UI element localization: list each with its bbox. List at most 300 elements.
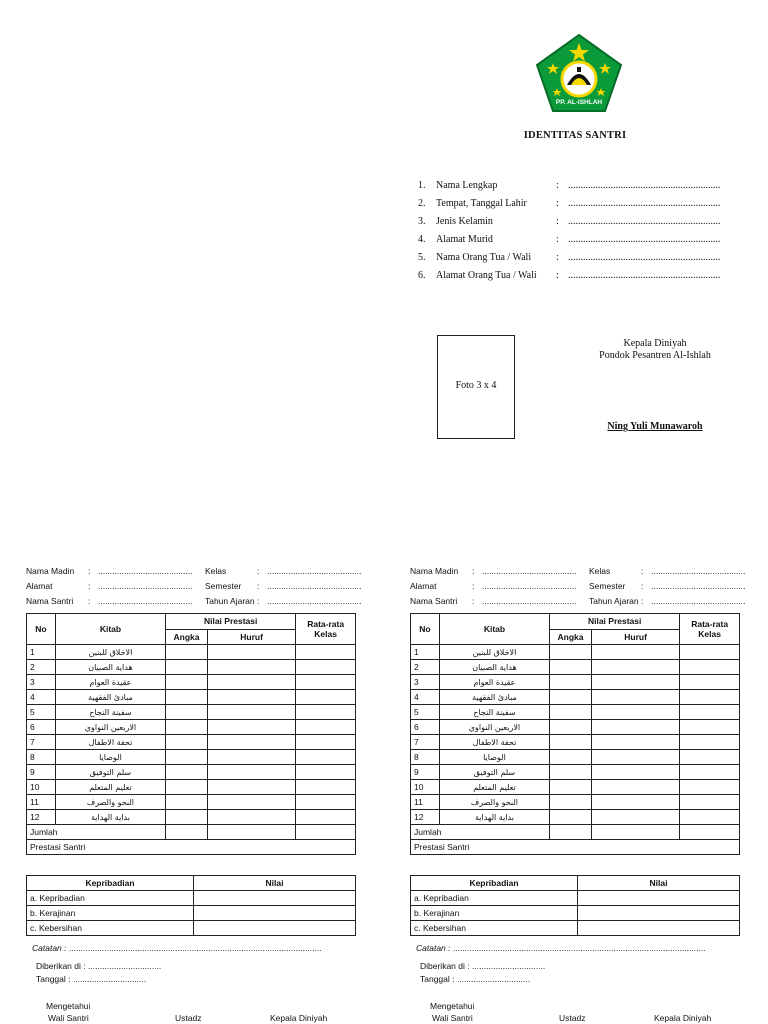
huruf-cell[interactable] [207, 645, 295, 660]
angka-cell[interactable] [550, 765, 592, 780]
info-row [26, 580, 192, 593]
rata-cell[interactable] [680, 675, 740, 690]
tahun-fill[interactable]: ........................................ [651, 596, 746, 606]
jumlah-label: Jumlah [411, 825, 550, 840]
row-number: 7 [411, 735, 440, 750]
tahun-label: Tahun Ajaran [205, 596, 255, 606]
rata-cell[interactable] [296, 675, 356, 690]
mengetahui-label: Mengetahui [430, 1001, 475, 1011]
pesantren-logo [533, 33, 625, 113]
table-row [27, 705, 356, 720]
kepribadian-row [27, 906, 356, 921]
row-number: 1 [411, 645, 440, 660]
catatan-label: Catatan : [32, 943, 67, 953]
row-number: 2. [418, 198, 426, 209]
kitab-name: تحفة الاطفال [55, 735, 165, 750]
fill-line[interactable]: ............................................................. [568, 180, 721, 191]
kitab-name: تعليم المتعلم [439, 780, 549, 795]
rata-cell[interactable] [296, 750, 356, 765]
kepribadian-value-cell[interactable] [578, 906, 740, 921]
kitab-name: سفينة النجاح [439, 705, 549, 720]
rata-cell[interactable] [680, 780, 740, 795]
angka-cell[interactable] [166, 690, 208, 705]
info-row [205, 565, 361, 578]
table-row [411, 645, 740, 660]
kitab-name: سفينة النجاح [55, 705, 165, 720]
catatan-fill[interactable]: ........................................................................................................... [68, 943, 322, 953]
fill-line[interactable]: ............................................................. [568, 198, 721, 209]
table-row [27, 675, 356, 690]
student-info [26, 565, 360, 609]
kelas-fill[interactable]: ........................................ [267, 566, 362, 576]
kepribadian-header-row [27, 876, 356, 891]
santri-label: Nama Santri [410, 596, 458, 606]
fill-line[interactable]: ............................................................. [568, 216, 721, 227]
rata-cell[interactable] [296, 645, 356, 660]
table-row [411, 660, 740, 675]
semester-label: Semester [589, 581, 626, 591]
rata-line1: Rata-rata [307, 619, 345, 629]
field-colon: : [556, 252, 559, 263]
kepala-name: Ning Yuli Munawaroh [607, 421, 703, 432]
row-number: 9 [411, 765, 440, 780]
info-row [589, 565, 745, 578]
kelas-label: Kelas [589, 566, 611, 576]
info-row [410, 595, 576, 608]
huruf-cell[interactable] [591, 780, 679, 795]
kitab-name: الوصايا [55, 750, 165, 765]
kepribadian-header: Kepribadian [27, 876, 194, 891]
field-colon: : [556, 198, 559, 209]
huruf-cell[interactable] [207, 690, 295, 705]
rata-cell[interactable] [680, 750, 740, 765]
row-number: 7 [27, 735, 56, 750]
identity-row [418, 215, 721, 229]
row-number: 5 [27, 705, 56, 720]
kitab-name: سلم التوفيق [439, 765, 549, 780]
jumlah-angka-cell[interactable] [166, 825, 208, 840]
huruf-cell[interactable] [591, 675, 679, 690]
jumlah-label: Jumlah [27, 825, 166, 840]
row-number: 12 [411, 810, 440, 825]
diberikan-fill[interactable]: ............................... [87, 961, 162, 971]
rata-line2: Kelas [698, 629, 721, 639]
kitab-name: مبادئ الفقهية [55, 690, 165, 705]
row-number: 1. [418, 180, 426, 191]
row-number: 2 [27, 660, 56, 675]
rata-cell[interactable] [296, 690, 356, 705]
huruf-cell[interactable] [207, 675, 295, 690]
table-row [411, 720, 740, 735]
rata-cell[interactable] [680, 720, 740, 735]
table-row [27, 690, 356, 705]
jumlah-huruf-cell[interactable] [207, 825, 295, 840]
huruf-cell[interactable] [591, 705, 679, 720]
tanggal-label: Tanggal : [420, 974, 455, 984]
huruf-cell[interactable] [207, 735, 295, 750]
wali-santri-label: Wali Santri [48, 1013, 89, 1023]
rata-cell[interactable] [296, 720, 356, 735]
huruf-cell[interactable] [591, 735, 679, 750]
prestasi-label: Prestasi Santri [411, 840, 740, 855]
nilai-header: Nilai [194, 876, 356, 891]
madin-fill[interactable]: ........................................ [482, 566, 577, 576]
angka-cell[interactable] [550, 750, 592, 765]
angka-cell[interactable] [166, 720, 208, 735]
kepribadian-row [411, 921, 740, 936]
rata-cell[interactable] [680, 645, 740, 660]
identity-row [418, 197, 721, 211]
tahun-fill[interactable]: ........................................ [267, 596, 362, 606]
nilai-header: Nilai [578, 876, 740, 891]
huruf-cell[interactable] [591, 690, 679, 705]
mengetahui-label: Mengetahui [46, 1001, 91, 1011]
row-number: 4 [411, 690, 440, 705]
diberikan-line [420, 961, 545, 971]
angka-cell[interactable] [166, 645, 208, 660]
field-label: Tempat, Tanggal Lahir [436, 198, 527, 209]
semester-label: Semester [205, 581, 242, 591]
catatan-line [416, 943, 706, 953]
madin-fill[interactable]: ........................................ [98, 566, 193, 576]
field-colon: : [556, 216, 559, 227]
kitab-name: تحفة الاطفال [439, 735, 549, 750]
kitab-name: الاخلاق للبنين [439, 645, 549, 660]
huruf-cell[interactable] [207, 720, 295, 735]
semester-fill[interactable]: ........................................ [267, 581, 362, 591]
info-colon: : [641, 596, 644, 606]
huruf-cell[interactable] [591, 750, 679, 765]
table-row [27, 645, 356, 660]
kepribadian-item: b. Kerajinan [411, 906, 578, 921]
rata-line2: Kelas [314, 629, 337, 639]
jumlah-rata-cell[interactable] [296, 825, 356, 840]
header-row [27, 614, 356, 630]
col-header-nilai-prestasi: Nilai Prestasi [166, 614, 296, 630]
kitab-name: مبادئ الفقهية [439, 690, 549, 705]
rata-line1: Rata-rata [691, 619, 729, 629]
kitab-name: هداية الصبيان [439, 660, 549, 675]
info-row [205, 580, 361, 593]
kepala-title-line2: Pondok Pesantren Al-Ishlah [599, 350, 711, 361]
kitab-name: الاربعين النواوي [439, 720, 549, 735]
angka-cell[interactable] [166, 660, 208, 675]
huruf-cell[interactable] [207, 765, 295, 780]
photo-label: Foto 3 x 4 [455, 380, 497, 391]
madin-label: Nama Madin [410, 566, 459, 576]
col-header-nilai-prestasi: Nilai Prestasi [550, 614, 680, 630]
table-row [411, 795, 740, 810]
madin-label: Nama Madin [26, 566, 75, 576]
report-card-left [26, 565, 360, 1024]
field-colon: : [556, 180, 559, 191]
kepala-title [575, 338, 735, 362]
kepala-diniyah-label: Kepala Diniyah [270, 1013, 328, 1023]
col-header-no: No [27, 614, 56, 645]
angka-cell[interactable] [550, 675, 592, 690]
info-row [410, 580, 576, 593]
rata-cell[interactable] [296, 660, 356, 675]
kepribadian-item: c. Kebersihan [27, 921, 194, 936]
field-label: Nama Orang Tua / Wali [436, 252, 532, 263]
kepribadian-value-cell[interactable] [578, 891, 740, 906]
kepala-diniyah-label: Kepala Diniyah [654, 1013, 712, 1023]
huruf-cell[interactable] [591, 810, 679, 825]
angka-cell[interactable] [550, 690, 592, 705]
catatan-label: Catatan : [416, 943, 451, 953]
report-card-right [410, 565, 744, 1024]
row-number: 3. [418, 216, 426, 227]
identity-row [418, 251, 721, 265]
tanggal-fill[interactable]: ............................... [72, 974, 147, 984]
table-row [27, 660, 356, 675]
info-colon: : [472, 596, 475, 606]
rata-cell[interactable] [296, 795, 356, 810]
rata-cell[interactable] [680, 765, 740, 780]
jumlah-angka-cell[interactable] [550, 825, 592, 840]
tanggal-line [420, 974, 530, 984]
alamat-label: Alamat [410, 581, 437, 591]
angka-cell[interactable] [166, 750, 208, 765]
field-label: Alamat Murid [436, 234, 493, 245]
identity-title: IDENTITAS SANTRI [523, 130, 627, 141]
info-row [205, 595, 361, 608]
kepribadian-value-cell[interactable] [194, 906, 356, 921]
row-number: 1 [27, 645, 56, 660]
col-header-kitab: Kitab [439, 614, 549, 645]
info-row [589, 595, 745, 608]
catatan-line [32, 943, 322, 953]
row-number: 9 [27, 765, 56, 780]
rata-cell[interactable] [296, 780, 356, 795]
kepribadian-row [411, 906, 740, 921]
kepribadian-header: Kepribadian [411, 876, 578, 891]
kepribadian-row [411, 891, 740, 906]
row-number: 6. [418, 270, 426, 281]
row-number: 2 [411, 660, 440, 675]
row-number: 6 [27, 720, 56, 735]
row-number: 10 [27, 780, 56, 795]
info-colon: : [641, 566, 644, 576]
logo-text: PP. AL-ISHLAH [555, 99, 603, 106]
row-number: 11 [411, 795, 440, 810]
rata-cell[interactable] [680, 735, 740, 750]
kepribadian-header-row [411, 876, 740, 891]
huruf-cell[interactable] [207, 810, 295, 825]
kepribadian-row [27, 921, 356, 936]
rata-cell[interactable] [680, 795, 740, 810]
col-header-rata-rata [680, 614, 740, 645]
grade-rows [411, 645, 740, 825]
ustadz-label: Ustadz [175, 1013, 202, 1023]
row-number: 8 [411, 750, 440, 765]
row-number: 3 [27, 675, 56, 690]
alamat-fill[interactable]: ........................................ [482, 581, 577, 591]
row-number: 10 [411, 780, 440, 795]
header-row [411, 614, 740, 630]
rata-cell[interactable] [296, 735, 356, 750]
student-info [410, 565, 744, 609]
col-header-kitab: Kitab [55, 614, 165, 645]
prestasi-row [27, 840, 356, 855]
huruf-cell[interactable] [207, 660, 295, 675]
table-row [411, 750, 740, 765]
table-row [411, 675, 740, 690]
table-row [27, 720, 356, 735]
info-row [589, 580, 745, 593]
kepribadian-table [410, 875, 740, 936]
huruf-cell[interactable] [591, 765, 679, 780]
kitab-name: عقيدة العوام [439, 675, 549, 690]
col-header-rata-rata [296, 614, 356, 645]
rata-cell[interactable] [680, 810, 740, 825]
angka-cell[interactable] [166, 675, 208, 690]
ustadz-label: Ustadz [559, 1013, 586, 1023]
row-number: 8 [27, 750, 56, 765]
jumlah-huruf-cell[interactable] [591, 825, 679, 840]
jumlah-rata-cell[interactable] [680, 825, 740, 840]
angka-cell[interactable] [166, 705, 208, 720]
jumlah-row [27, 825, 356, 840]
kepribadian-item: a. Kepribadian [27, 891, 194, 906]
angka-cell[interactable] [166, 810, 208, 825]
table-row [27, 750, 356, 765]
angka-cell[interactable] [166, 780, 208, 795]
rata-cell[interactable] [296, 810, 356, 825]
angka-cell[interactable] [550, 720, 592, 735]
kepribadian-item: b. Kerajinan [27, 906, 194, 921]
field-label: Jenis Kelamin [436, 216, 493, 227]
kitab-name: بداية الهداية [439, 810, 549, 825]
col-header-no: No [411, 614, 440, 645]
kelas-label: Kelas [205, 566, 227, 576]
table-row [27, 780, 356, 795]
info-row [26, 595, 192, 608]
huruf-cell[interactable] [207, 750, 295, 765]
kelas-fill[interactable]: ........................................ [651, 566, 746, 576]
wali-santri-label: Wali Santri [432, 1013, 473, 1023]
santri-fill[interactable]: ........................................ [482, 596, 577, 606]
fill-line[interactable]: ............................................................. [568, 270, 721, 281]
prestasi-row [411, 840, 740, 855]
col-header-angka: Angka [166, 629, 208, 645]
huruf-cell[interactable] [207, 795, 295, 810]
kitab-name: النحو والصرف [55, 795, 165, 810]
santri-fill[interactable]: ........................................ [98, 596, 193, 606]
tanggal-label: Tanggal : [36, 974, 71, 984]
kitab-name: عقيدة العوام [55, 675, 165, 690]
identity-row [418, 179, 721, 193]
kepribadian-item: c. Kebersihan [411, 921, 578, 936]
rata-cell[interactable] [296, 765, 356, 780]
identity-row [418, 233, 721, 247]
identity-row [418, 269, 721, 283]
info-colon: : [88, 566, 91, 576]
catatan-fill[interactable]: ........................................................................................................... [452, 943, 706, 953]
angka-cell[interactable] [550, 810, 592, 825]
field-label: Nama Lengkap [436, 180, 498, 191]
kepribadian-row [27, 891, 356, 906]
huruf-cell[interactable] [591, 720, 679, 735]
alamat-fill[interactable]: ........................................ [98, 581, 193, 591]
tanggal-line [36, 974, 146, 984]
angka-cell[interactable] [550, 735, 592, 750]
angka-cell[interactable] [550, 705, 592, 720]
kitab-name: بداية الهداية [55, 810, 165, 825]
angka-cell[interactable] [166, 795, 208, 810]
diberikan-label: Diberikan di : [420, 961, 470, 971]
kepribadian-value-cell[interactable] [194, 891, 356, 906]
info-colon: : [641, 581, 644, 591]
info-row [410, 565, 576, 578]
row-number: 4 [27, 690, 56, 705]
kepribadian-value-cell[interactable] [578, 921, 740, 936]
grades-table [26, 613, 356, 855]
info-colon: : [88, 581, 91, 591]
huruf-cell[interactable] [207, 705, 295, 720]
fill-line[interactable]: ............................................................. [568, 252, 721, 263]
info-colon: : [88, 596, 91, 606]
huruf-cell[interactable] [207, 780, 295, 795]
rata-cell[interactable] [680, 660, 740, 675]
angka-cell[interactable] [550, 645, 592, 660]
grade-rows [27, 645, 356, 825]
info-row [26, 565, 192, 578]
rata-cell[interactable] [680, 705, 740, 720]
kitab-name: الاربعين النواوي [55, 720, 165, 735]
table-row [411, 765, 740, 780]
rata-cell[interactable] [680, 690, 740, 705]
huruf-cell[interactable] [591, 645, 679, 660]
kepala-title-line1: Kepala Diniyah [623, 338, 687, 349]
huruf-cell[interactable] [591, 660, 679, 675]
fill-line[interactable]: ............................................................. [568, 234, 721, 245]
kepribadian-table [26, 875, 356, 936]
diberikan-fill[interactable]: ............................... [471, 961, 546, 971]
row-number: 3 [411, 675, 440, 690]
tahun-label: Tahun Ajaran [589, 596, 639, 606]
field-colon: : [556, 234, 559, 245]
kitab-name: الاخلاق للبنين [55, 645, 165, 660]
table-row [27, 810, 356, 825]
table-row [411, 780, 740, 795]
field-label: Alamat Orang Tua / Wali [436, 270, 537, 281]
kitab-name: النحو والصرف [439, 795, 549, 810]
info-colon: : [257, 566, 260, 576]
angka-cell[interactable] [550, 795, 592, 810]
semester-fill[interactable]: ........................................ [651, 581, 746, 591]
info-colon: : [472, 581, 475, 591]
rata-cell[interactable] [296, 705, 356, 720]
angka-cell[interactable] [166, 735, 208, 750]
angka-cell[interactable] [550, 660, 592, 675]
table-row [411, 705, 740, 720]
huruf-cell[interactable] [591, 795, 679, 810]
angka-cell[interactable] [166, 765, 208, 780]
col-header-angka: Angka [550, 629, 592, 645]
table-row [27, 765, 356, 780]
col-header-huruf: Huruf [207, 629, 295, 645]
angka-cell[interactable] [550, 780, 592, 795]
santri-label: Nama Santri [26, 596, 74, 606]
tanggal-fill[interactable]: ............................... [456, 974, 531, 984]
kepribadian-value-cell[interactable] [194, 921, 356, 936]
table-row [27, 795, 356, 810]
info-colon: : [472, 566, 475, 576]
kitab-name: هداية الصبيان [55, 660, 165, 675]
info-colon: : [257, 596, 260, 606]
info-colon: : [257, 581, 260, 591]
